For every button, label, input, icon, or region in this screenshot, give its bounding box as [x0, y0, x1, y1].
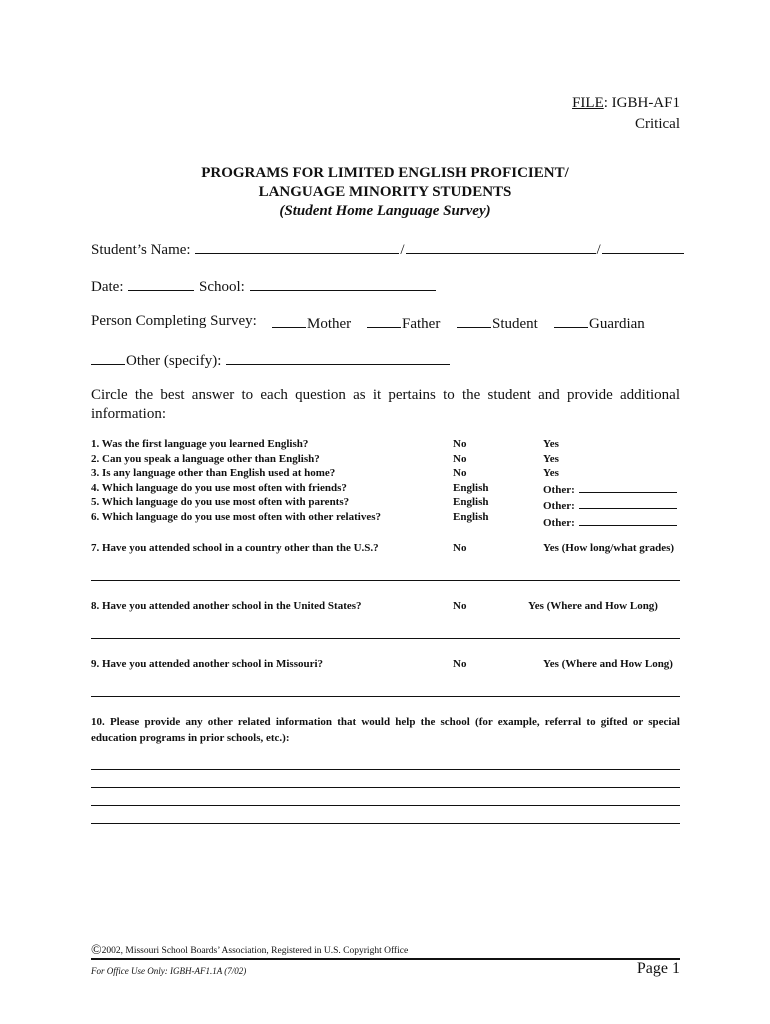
answer-7b[interactable]: Yes (How long/what grades)	[543, 542, 675, 554]
answer-line-10c[interactable]	[91, 805, 680, 806]
question-8: 8. Have you attended another school in the United States?	[91, 600, 362, 612]
answer-4b-row	[543, 481, 677, 498]
other-friends-field[interactable]	[579, 481, 677, 493]
student-name-label: Student’s Name:	[91, 242, 191, 258]
answer-9a[interactable]: No	[453, 658, 467, 670]
answer-5a[interactable]: English	[453, 496, 489, 509]
student-middle-name-field[interactable]	[602, 239, 684, 254]
question-5: 5. Which language do you use most often with parents?	[91, 496, 350, 509]
answer-line-7[interactable]	[91, 580, 680, 581]
question-3: 3. Is any language other than English used at home?	[91, 467, 336, 480]
answer-line-8[interactable]	[91, 638, 680, 639]
page-number: Page 1	[636, 960, 680, 977]
student-first-name-field[interactable]	[406, 239, 596, 254]
father-check-line[interactable]	[367, 313, 401, 328]
instructions: Circle the best answer to each question as it pertains to the student and provide additional information:	[91, 387, 680, 422]
answer-2b[interactable]: Yes	[543, 452, 559, 465]
answer-3b[interactable]: Yes	[543, 467, 559, 480]
answers-b	[543, 437, 677, 531]
office-use-note: For Office Use Only: IGBH-AF1.1A (7/02)	[91, 966, 247, 976]
student-name-row	[91, 239, 685, 259]
answer-1a[interactable]: No	[453, 438, 467, 450]
father-option[interactable]	[366, 313, 440, 333]
other-row	[91, 350, 451, 370]
guardian-check-line[interactable]	[554, 313, 588, 328]
answer-8b[interactable]: Yes (Where and How Long)	[528, 600, 658, 612]
question-1: 1. Was the first language you learned English?	[91, 438, 309, 450]
person-completing-row	[91, 313, 257, 330]
guardian-label: Guardian	[589, 316, 645, 332]
title-line-2: LANGUAGE MINORITY STUDENTS	[258, 184, 512, 200]
name-separator: /	[596, 242, 601, 258]
answers-a	[453, 437, 488, 525]
other-relatives-field[interactable]	[579, 514, 677, 526]
question-2: 2. Can you speak a language other than English?	[91, 452, 320, 465]
answer-9b[interactable]: Yes (Where and How Long)	[543, 658, 673, 670]
student-last-name-field[interactable]	[195, 239, 399, 254]
question-4: 4. Which language do you use most often with friends?	[91, 481, 347, 494]
copyright-symbol: ©	[91, 943, 102, 958]
answer-line-9[interactable]	[91, 696, 680, 697]
answer-3a[interactable]: No	[453, 467, 467, 480]
student-check-line[interactable]	[457, 313, 491, 328]
file-status: Critical	[635, 116, 680, 132]
answer-line-10d[interactable]	[91, 823, 680, 824]
title-subtitle: (Student Home Language Survey)	[279, 203, 491, 219]
other-specify-field[interactable]	[226, 350, 450, 365]
student-label: Student	[492, 316, 538, 332]
school-label: School:	[198, 279, 245, 295]
date-field[interactable]	[128, 276, 194, 291]
answer-line-10b[interactable]	[91, 787, 680, 788]
mother-label: Mother	[307, 316, 352, 332]
answer-8a[interactable]: No	[453, 600, 467, 612]
answer-5b[interactable]: Other:	[543, 500, 575, 513]
answer-4b[interactable]: Other:	[543, 483, 575, 496]
other-check-line[interactable]	[91, 350, 125, 365]
question-7: 7. Have you attended school in a country other than the U.S.?	[91, 542, 379, 554]
answer-6b-row	[543, 514, 677, 531]
name-separator: /	[400, 242, 405, 258]
person-completing-label: Person Completing Survey:	[91, 313, 257, 329]
file-code: : IGBH-AF1	[603, 95, 680, 111]
answer-6a[interactable]: English	[453, 510, 489, 523]
school-field[interactable]	[250, 276, 436, 291]
father-label: Father	[402, 316, 441, 332]
footer-rule	[91, 958, 680, 960]
questions-list	[91, 437, 381, 525]
question-6: 6. Which language do you use most often with other relatives?	[91, 510, 381, 523]
title-line-1: PROGRAMS FOR LIMITED ENGLISH PROFICIENT/	[201, 165, 569, 181]
mother-option[interactable]	[271, 313, 351, 333]
copyright-text: 2002, Missouri School Boards’ Association, Registered in U.S. Copyright Office	[101, 946, 409, 956]
question-9: 9. Have you attended another school in Missouri?	[91, 658, 324, 670]
answer-line-10a[interactable]	[91, 769, 680, 770]
answer-5b-row	[543, 497, 677, 514]
answer-2a[interactable]: No	[453, 452, 467, 465]
answer-7a[interactable]: No	[453, 542, 467, 554]
mother-check-line[interactable]	[272, 313, 306, 328]
answer-6b[interactable]: Other:	[543, 516, 575, 529]
answer-4a[interactable]: English	[453, 481, 489, 494]
date-school-row	[91, 276, 437, 296]
guardian-option[interactable]	[553, 313, 645, 333]
file-label: FILE	[572, 95, 604, 111]
answer-1b[interactable]: Yes	[543, 438, 559, 450]
student-option[interactable]	[456, 313, 538, 333]
question-10: 10. Please provide any other related information that would help the school (for example, referral to gifted or special education programs in prior schools, etc.):	[91, 716, 680, 744]
copyright-notice	[91, 943, 408, 959]
other-label: Other (specify):	[126, 353, 222, 369]
date-label: Date:	[91, 279, 124, 295]
file-reference	[572, 93, 680, 135]
other-parents-field[interactable]	[579, 497, 677, 509]
